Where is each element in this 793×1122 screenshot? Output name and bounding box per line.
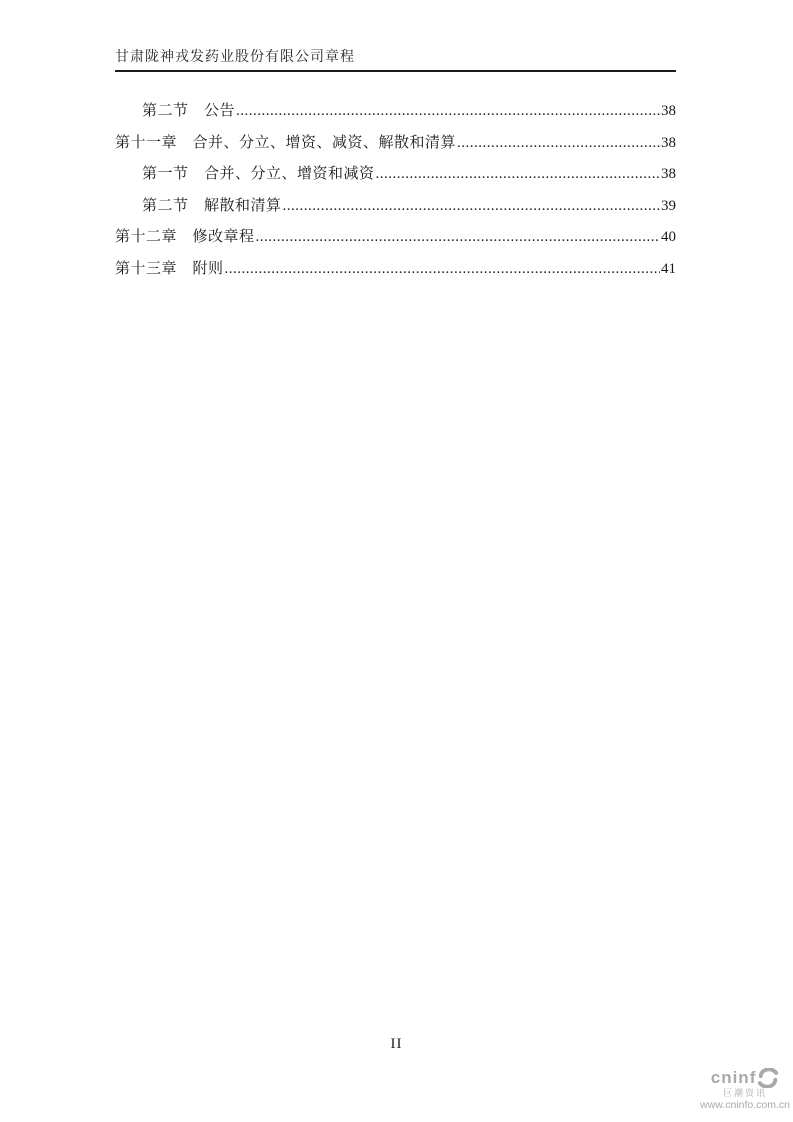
toc-entry-label: 第十二章 修改章程 (115, 229, 255, 245)
toc-dot-leader (256, 222, 660, 254)
toc-entry[interactable] (115, 254, 676, 286)
logo-brand-text: cninf (710, 1068, 757, 1087)
toc-entry-label: 第十一章 合并、分立、增资、减资、解散和清算 (115, 134, 457, 151)
toc-entry-page: 38 (661, 134, 676, 151)
toc-entry-label: 第一节 合并、分立、增资和减资 (142, 166, 375, 182)
toc-dot-leader (225, 254, 660, 286)
toc-entry[interactable] (115, 222, 676, 254)
toc-entry[interactable] (115, 96, 676, 128)
toc-dot-leader (283, 191, 660, 223)
toc-dot-leader (376, 159, 660, 191)
logo-name: 巨潮资讯 (723, 1088, 768, 1098)
toc-dot-leader (457, 128, 660, 160)
toc-entry-label: 第二节 解散和清算 (142, 197, 282, 214)
toc-entry-page: 38 (661, 103, 676, 119)
page-header (115, 48, 676, 72)
page-number: II (390, 1036, 403, 1052)
toc-entry-page: 41 (661, 260, 676, 277)
toc-list (115, 96, 676, 285)
toc-entry-label: 第十三章 附则 (115, 260, 224, 277)
toc-entry[interactable] (115, 159, 676, 191)
cninfo-logo (700, 1068, 790, 1111)
toc-dot-leader (236, 96, 660, 128)
logo-url: www.cninfo.com.cn (700, 1099, 790, 1111)
toc-entry-page: 38 (661, 166, 676, 182)
toc-entry[interactable] (115, 128, 676, 160)
toc-entry-label: 第二节 公告 (142, 103, 236, 119)
header-title: 甘肃陇神戎发药业股份有限公司章程 (115, 50, 355, 65)
toc-entry[interactable] (115, 191, 676, 223)
toc-entry-page: 39 (661, 197, 676, 214)
cninfo-logo-top (711, 1068, 780, 1088)
cninfo-swirl-icon (757, 1068, 779, 1088)
toc-entry-page: 40 (661, 229, 676, 245)
